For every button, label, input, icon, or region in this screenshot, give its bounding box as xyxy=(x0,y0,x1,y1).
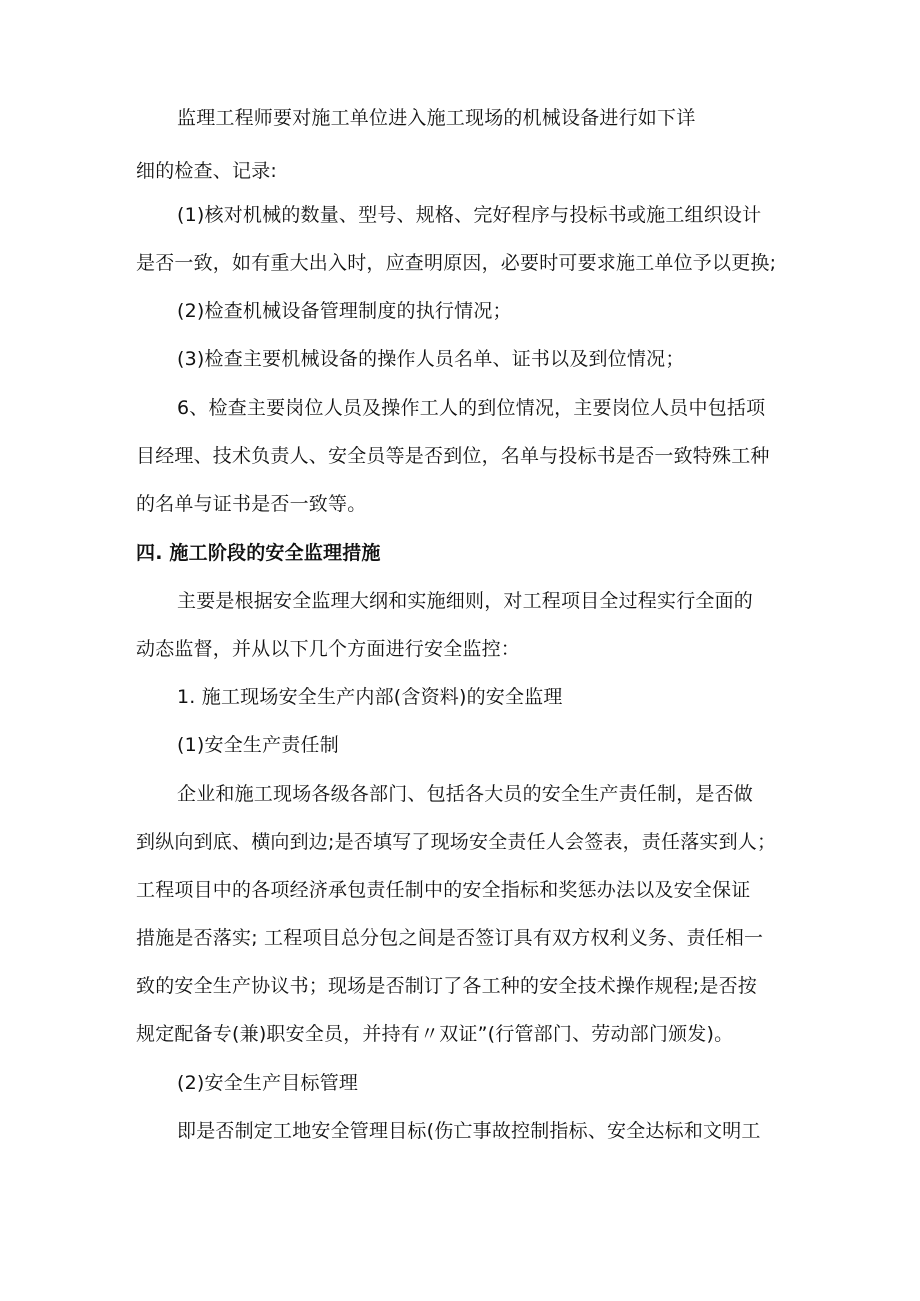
paragraph-line: (3)检查主要机械设备的操作人员名单、证书以及到位情况； xyxy=(177,348,685,370)
paragraph-line: 细的检查、记录: xyxy=(136,160,278,182)
subsection-heading: 1. 施工现场安全生产内部(含资料)的安全监理 xyxy=(177,686,563,708)
paragraph-line: (1)核对机械的数量、型号、规格、完好程序与投标书或施工组织设计 xyxy=(177,204,762,226)
paragraph-line: 措施是否落实; 工程项目总分包之间是否签订具有双方权利义务、责任相一 xyxy=(136,927,764,949)
paragraph-line: 工程项目中的各项经济承包责任制中的安全指标和奖惩办法以及安全保证 xyxy=(136,879,751,901)
paragraph-line: 6、检查主要岗位人员及操作工人的到位情况，主要岗位人员中包括项 xyxy=(177,397,766,419)
paragraph-line: 的名单与证书是否一致等。 xyxy=(136,493,367,515)
paragraph-line: 到纵向到底、横向到边;是否填写了现场安全责任人会签表，责任落实到人； xyxy=(136,831,777,853)
paragraph-line: 动态监督，并从以下几个方面进行安全监控： xyxy=(136,638,521,660)
paragraph-line: 致的安全生产协议书；现场是否制订了各工种的安全技术操作规程;是否按 xyxy=(136,975,758,997)
paragraph-line: 主要是根据安全监理大纲和实施细则，对工程项目全过程实行全面的 xyxy=(177,590,754,612)
section-heading: 四. 施工阶段的安全监理措施 xyxy=(136,542,381,564)
paragraph-line: (2)检查机械设备管理制度的执行情况； xyxy=(177,300,512,322)
subsection-heading: (2)安全生产目标管理 xyxy=(177,1072,359,1094)
paragraph-line: 目经理、技术负责人、安全员等是否到位，名单与投标书是否一致特殊工种 xyxy=(136,445,770,467)
subsection-heading: (1)安全生产责任制 xyxy=(177,734,339,756)
paragraph-line: 企业和施工现场各级各部门、包括各大员的安全生产责任制，是否做 xyxy=(177,783,754,805)
paragraph-line: 监理工程师要对施工单位进入施工现场的机械设备进行如下详 xyxy=(177,107,696,129)
paragraph-line: 是否一致，如有重大出入时，应查明原因，必要时可要求施工单位予以更换; xyxy=(136,252,777,274)
paragraph-line: 规定配备专(兼)职安全员，并持有〃双证”(行管部门、劳动部门颁发)。 xyxy=(136,1023,734,1045)
paragraph-line: 即是否制定工地安全管理目标(伤亡事故控制指标、安全达标和文明工 xyxy=(177,1120,761,1142)
